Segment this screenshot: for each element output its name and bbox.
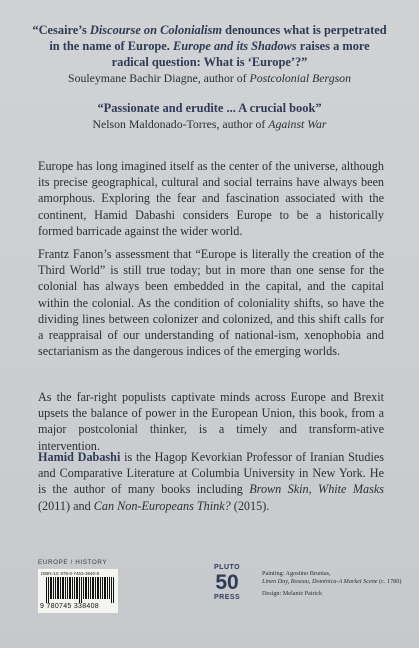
author-name: Hamid Dabashi	[38, 450, 121, 464]
isbn-barcode	[38, 569, 118, 613]
endorsements	[0, 22, 419, 146]
endorsement-2	[30, 100, 390, 132]
design-credit: Design: Melanie Patrick	[262, 589, 323, 597]
isbn-number: 9 780745 338408	[40, 603, 99, 610]
description-paragraph-3: As the far-right populists captivate minds across Europe and Brexit upsets the balance of power in the European Union, this book, from a major postcolonial thinker, is a timely and transform-ative intervention.	[38, 390, 384, 453]
pluto-press-logo: PLUTO 50 PRESS	[214, 564, 241, 601]
endorsement-quote: “Passionate and erudite ... A crucial book”	[97, 101, 322, 115]
cover-credits	[262, 570, 402, 598]
endorsement-1	[30, 22, 390, 86]
endorsement-quote: “Cesaire’s Discourse on Colonialism denounces what is perpetrated in the name of Europe. Europe and its Shadows raises a more radical question: What is ‘Europe’?”	[32, 23, 387, 69]
painting-credit: Painting: Agostino Brunias, Linen Day, Roseau, Dominica-A Market Scene (c. 1780)	[262, 570, 402, 586]
endorsement-attribution: Souleymane Bachir Diagne, author of Postcolonial Bergson	[68, 71, 351, 85]
endorsement-attribution: Nelson Maldonado-Torres, author of Against War	[92, 117, 327, 131]
genre-label: EUROPE / HISTORY	[38, 559, 108, 566]
barcode-icon	[46, 577, 114, 603]
author-bio: Hamid Dabashi is the Hagop Kevorkian Professor of Iranian Studies and Comparative Literature at Columbia University in New York. He is the author of many books including Brown Skin, White Masks (2011) and Can Non-Europeans Think? (2015).	[38, 450, 384, 513]
description-paragraph-1: Europe has long imagined itself as the center of the universe, although its precise geographical, cultural and social terrains have always been amorphous. Exploring the fear and fascination associated with the continent, Hamid Dabashi considers Europe to be a historically formed barricade against the wider world.	[38, 159, 384, 238]
description-paragraph-2: Frantz Fanon’s assessment that “Europe is literally the creation of the Third World” is still true today; but in more than one sense for the colonial has always been embedded in the capital, and the capital within the colonial. As the condition of coloniality shifts, so have the dividing lines between colonizer and colonized, and this shift calls for a reappraisal of our understanding of national-ism, xenophobia and sectarianism as the dangerous indices of the emerging worlds.	[38, 247, 384, 359]
isbn-label: ISBN-13: 978-0-7453-3840-8	[41, 571, 100, 576]
